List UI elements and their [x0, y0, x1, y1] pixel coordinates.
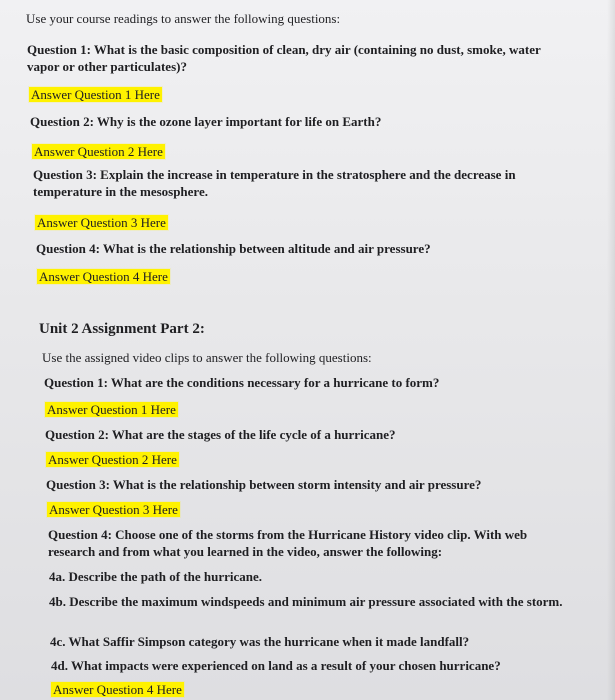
part1-answer-4[interactable]: [37, 268, 170, 285]
part1-question-1: Question 1: What is the basic composition of clean, dry air (containing no dust, smoke, water vapor or other particulates)?: [27, 42, 541, 74]
part1-answer-2-highlight[interactable]: Answer Question 2 Here: [34, 144, 163, 159]
part1-intro: Use your course readings to answer the following questions:: [26, 11, 341, 26]
part2-question-4c: 4c. What Saffir Simpson category was the hurricane when it made landfall?: [50, 634, 470, 649]
part2-answer-2-highlight[interactable]: Answer Question 2 Here: [48, 452, 177, 467]
part2-question-2: Question 2: What are the stages of the life cycle of a hurricane?: [45, 427, 396, 442]
part2-answer-4-highlight[interactable]: Answer Question 4 Here: [53, 682, 182, 697]
part2-answer-4[interactable]: [51, 681, 184, 698]
part1-question-3: Question 3: Explain the increase in temperature in the stratosphere and the decrease in temperature in the mesosphere.: [33, 167, 516, 199]
page-right-edge-shadow: [607, 0, 615, 700]
part2-title: Unit 2 Assignment Part 2:: [39, 321, 205, 337]
part2-question-1: Question 1: What are the conditions necessary for a hurricane to form?: [44, 375, 440, 390]
part1-answer-2[interactable]: [32, 143, 165, 160]
part1-answer-4-highlight[interactable]: Answer Question 4 Here: [39, 269, 168, 284]
part1-answer-3[interactable]: [35, 214, 168, 231]
part2-question-3: Question 3: What is the relationship between storm intensity and air pressure?: [46, 477, 482, 492]
part2-answer-1[interactable]: [45, 401, 178, 418]
part2-question-4d: 4d. What impacts were experienced on land as a result of your chosen hurricane?: [51, 658, 501, 673]
part1-answer-1-highlight[interactable]: Answer Question 1 Here: [31, 87, 160, 102]
part2-intro: Use the assigned video clips to answer the following questions:: [42, 350, 372, 365]
part2-question-4a: 4a. Describe the path of the hurricane.: [49, 569, 263, 584]
part1-question-2: Question 2: Why is the ozone layer important for life on Earth?: [30, 114, 382, 129]
part2-question-4b: 4b. Describe the maximum windspeeds and minimum air pressure associated with the storm.: [49, 594, 563, 609]
part1-question-4: Question 4: What is the relationship between altitude and air pressure?: [36, 241, 431, 256]
part2-answer-3-highlight[interactable]: Answer Question 3 Here: [49, 502, 178, 517]
part2-answer-3[interactable]: [47, 501, 180, 518]
part1-answer-3-highlight[interactable]: Answer Question 3 Here: [37, 215, 166, 230]
part2-answer-1-highlight[interactable]: Answer Question 1 Here: [47, 402, 176, 417]
part1-answer-1[interactable]: [29, 86, 162, 103]
part2-question-4: Question 4: Choose one of the storms from the Hurricane History video clip. With web research and from what you learned in the video, answer the following:: [48, 527, 528, 559]
part2-answer-2[interactable]: [46, 451, 179, 468]
